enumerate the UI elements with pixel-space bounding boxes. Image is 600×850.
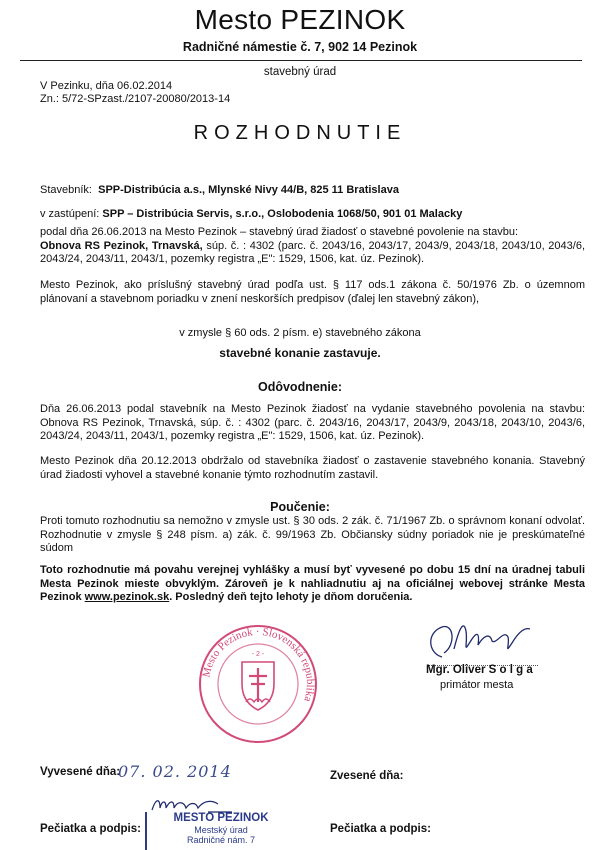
official-stamp	[196, 622, 320, 746]
reasoning-heading: Odôvodnenie:	[257, 380, 343, 394]
decision-title: ROZHODNUTIE	[193, 122, 407, 144]
instruction-heading: Poučenie:	[270, 500, 330, 514]
reasoning-paragraph-1: Dňa 26.06.2013 podal stavebník na Mesto Pezinok žiadosť na vydanie stavebného povolenia na stavbu: Obnova RS Pezinok, Trnavská, súp. č. : 4302 (parc. č. 2043/16, 2043/17, 2043/9, 2043/18, 2043/10, 2043/6, 2043/24, 2043/11, 2043/1, pozemky registra „E": 1529, 1506, kat. úz. Pezinok).	[40, 403, 585, 442]
office-stamp-line-2: Mestský úrad	[194, 825, 248, 835]
notice-part-2: . Posledný deň tejto lehoty je dňom doručenia.	[169, 591, 413, 603]
representative-line	[40, 208, 580, 222]
website-link[interactable]: www.pezinok.sk	[84, 591, 170, 603]
office-stamp-line-3: Radničné nám. 7	[186, 835, 256, 845]
city-title: Mesto PEZINOK	[194, 4, 406, 35]
office-name: stavebný úrad	[263, 66, 337, 78]
signatory-name: Mgr. Oliver S o l g a	[426, 664, 533, 676]
representative-value: SPP – Distribúcia Servis, s.r.o., Oslobodenia 1068/50, 901 01 Malacky	[102, 208, 463, 220]
header-divider	[20, 60, 582, 61]
posted-label: Vyvesené dňa:	[40, 766, 121, 778]
builder-line	[40, 184, 570, 198]
signatory-title: primátor mesta	[440, 679, 514, 691]
stamp-ring-text: Mesto Pezinok · Slovenská republika	[200, 625, 317, 704]
office-stamp-line-1: MESTO PEZINOK	[173, 812, 269, 824]
reasoning-paragraph-2: Mesto Pezinok dňa 20.12.2013 obdržalo od stavebníka žiadosť o zastavenie stavebného konania. Stavebný úrad žiadosti vyhovel a stavebné konanie týmto rozhodnutím zastavil.	[40, 455, 585, 481]
verdict: stavebné konanie zastavuje.	[219, 346, 381, 360]
builder-value: SPP-Distribúcia a.s., Mlynské Nivy 44/B, 825 11 Bratislava	[98, 184, 399, 196]
posted-date-handwritten: 07. 02. 2014	[118, 762, 232, 781]
signature	[420, 615, 550, 665]
representative-label: v zastúpení:	[40, 208, 100, 220]
issue-date: V Pezinku, dňa 06.02.2014	[40, 80, 173, 92]
city-address: Radničné námestie č. 7, 902 14 Pezinok	[182, 40, 418, 54]
public-notice	[40, 564, 585, 605]
stamp-number: - 2 -	[251, 651, 265, 658]
removed-label: Zvesené dňa:	[330, 770, 404, 782]
reference-number: Zn.: 5/72-SPzast./2107-20080/2013-14	[40, 93, 231, 105]
authority-paragraph: Mesto Pezinok, ako príslušný stavebný úrad podľa ust. § 117 ods.1 zákona č. 50/1976 Zb. o územnom plánovaní a stavebnom poriadku v znení neskorších predpisov (ďalej len stavebný zákon),	[40, 279, 585, 305]
notice-part-1: Toto rozhodnutie má povahu verejnej vyhlášky a musí byť vyvesené po dobu 15 dní na úradnej tabuli Mesta Pezinok mieste obvyklým. Zároveň je k nahliadnutiu aj na oficiálnej webovej stránke Mesta Pezinok	[40, 564, 585, 603]
application-project: Obnova RS Pezinok, Trnavská,	[40, 239, 203, 252]
office-stamp	[145, 812, 295, 850]
legal-basis: v zmysle § 60 ods. 2 písm. e) stavebného zákona	[179, 327, 421, 339]
instruction-paragraph: Proti tomuto rozhodnutiu sa nemožno v zmysle ust. § 30 ods. 2 zák. č. 71/1967 Zb. o správnom konaní odvolať. Rozhodnutie v zmysle § 248 písm. a) zák. č. 99/1963 Zb. Občiansky súdny poriadok nie je preskúmateľné súdom	[40, 515, 585, 554]
application-line1: podal dňa 26.06.2013 na Mesto Pezinok – stavebný úrad žiadosť o stavebné povolenie na stavbu:	[40, 226, 519, 238]
stamp-sign-label-right: Pečiatka a podpis:	[330, 823, 431, 835]
builder-label: Stavebník:	[40, 184, 92, 196]
application-paragraph	[40, 226, 585, 267]
stamp-sign-label-left: Pečiatka a podpis:	[40, 823, 141, 835]
application-rest: súp. č. : 4302 (parc. č. 2043/16, 2043/17, 2043/9, 2043/18, 2043/10, 2043/6, 2043/24, 2043/11, 2043/1, pozemky registra „E": 1529, 1506, kat. úz. Pezinok).	[40, 239, 586, 265]
